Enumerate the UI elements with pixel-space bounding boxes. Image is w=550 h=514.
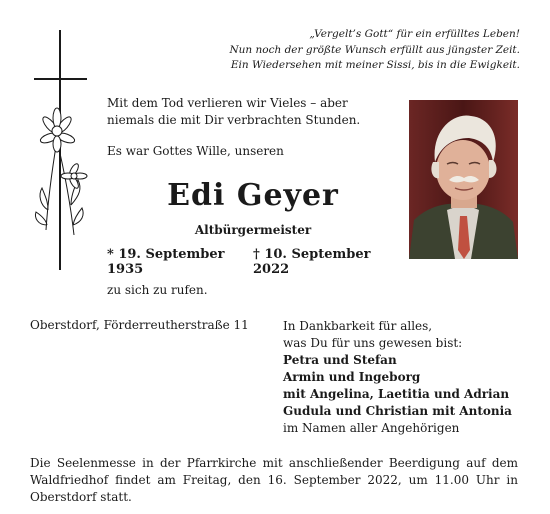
funeral-announcement: Die Seelenmesse in der Pfarrkirche mit anschließender Beerdigung auf dem Waldfriedhof findet am Freitag, den 16. September 2022, um 11.00 Uhr in Oberstdorf statt. [30,456,518,504]
family-member: Armin und Ingeborg [283,370,421,384]
thanks-line: was Du für uns gewesen bist: [283,336,463,350]
address: Oberstdorf, Förderreutherstraße 11 [30,318,249,332]
life-dates [107,247,399,277]
birth-date: * 19. September 1935 [107,247,225,277]
family-member: Petra und Stefan [283,353,397,367]
thanks-line: In Dankbarkeit für alles, [283,319,433,333]
death-date: † 10. September 2022 [253,247,371,277]
deceased-title: Altbürgermeister [194,223,312,237]
closing-line: zu sich zu rufen. [107,283,208,297]
quote-line: Ein Wiedersehen mit meiner Sissi, bis in die Ewigkeit. [230,59,520,71]
quote-line: Nun noch der größte Wunsch erfüllt aus jüngster Zeit. [229,43,520,56]
family-member: Gudula und Christian mit Antonia [283,404,512,418]
thanks-closing: im Namen aller Angehörigen [283,421,460,435]
thanks-block [283,318,512,437]
intro-paragraph: Mit dem Tod verlieren wir Vieles – aber niemals die mit Dir verbrachten Stunden. [107,96,361,127]
cross-with-edelweiss-icon [30,30,100,270]
family-member: mit Angelina, Laetitia und Adrian [283,387,510,401]
intro-text [107,95,397,174]
deceased-name: Edi Geyer [167,178,339,213]
intro-paragraph: Es war Gottes Wille, unseren [107,144,284,158]
quote-line: „Vergelt’s Gott“ für ein erfülltes Leben! [309,28,520,40]
memorial-quote [220,27,520,74]
portrait-photo [409,100,518,259]
